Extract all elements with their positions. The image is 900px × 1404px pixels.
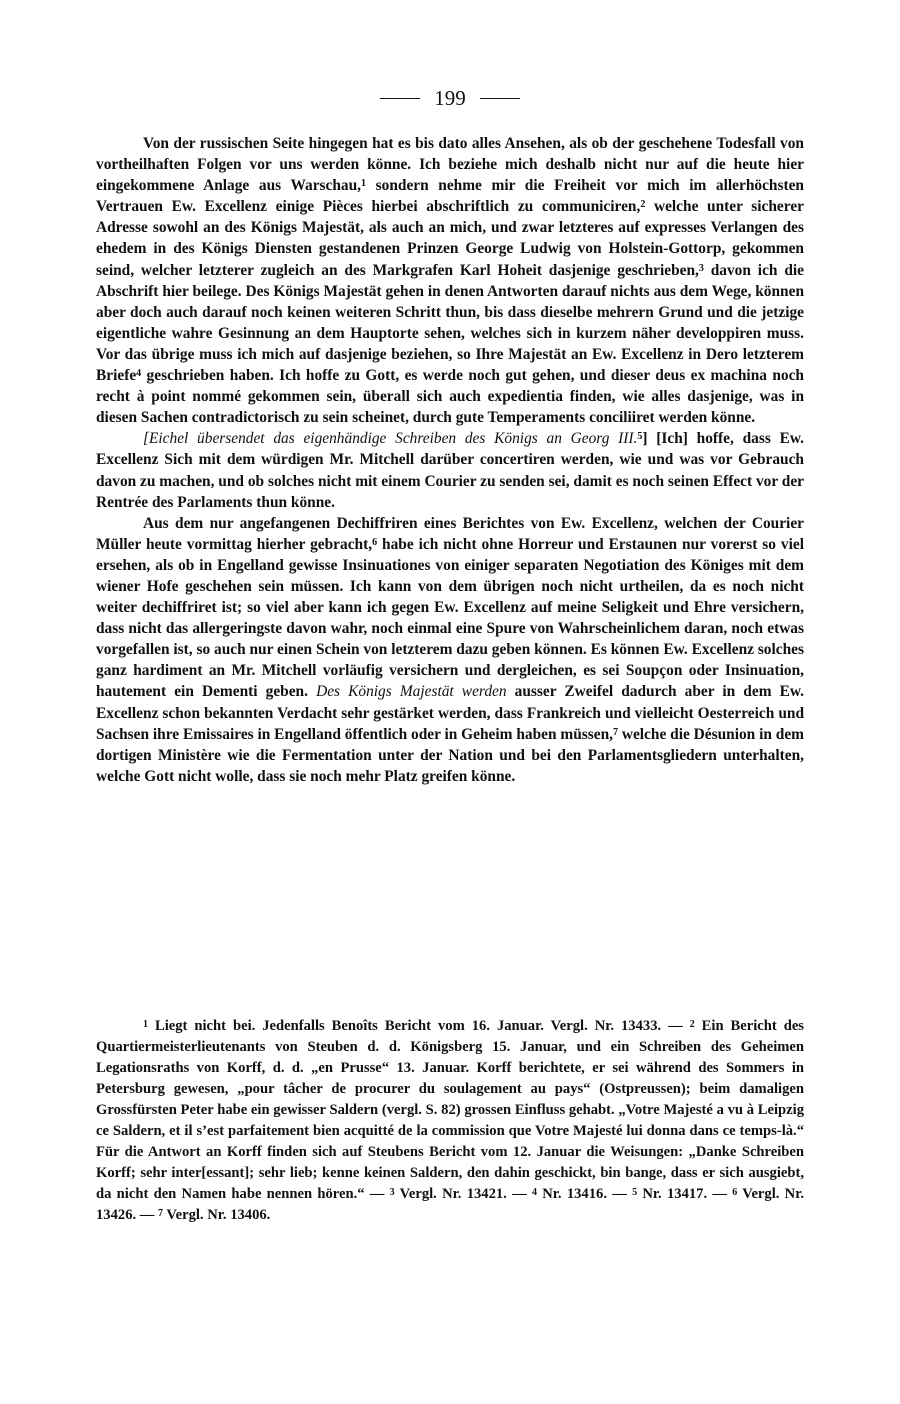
footnote-ref-4: 4 bbox=[136, 368, 142, 380]
footnote-ref-5: 5 bbox=[637, 431, 643, 443]
footnote-ref-1: 1 bbox=[361, 178, 367, 190]
footnote-text-4: Nr. 13416. — bbox=[536, 1186, 633, 1202]
footnote-text-2: Ein Bericht des Quartiermeisterlieutenants von Steuben d. d. Königsberg 15. Januar, und ein Schreiben des Geheimen Legationsraths von Korff, d. d. „en Prusse“ 13. Januar. Korff berichtete, er sei während des Sommers in Petersburg gewesen, „pour tâcher de procurer du soulagement au pays“ (Ostpreussen); beim damaligen Grossfürsten Peter habe ein gewisser Saldern (vergl. S. 82) grossen Einfluss gehabt. „Votre Majesté a vu à Leipzig ce Saldern, et il s’est parfaitement bien acquitté de la commission que Votre Majesté lui donna dans ce temps-là.“ Für die Antwort an Korff finden sich auf Steubens Bericht vom 12. Januar die Weisungen: „Danke Schreiben Korff; sehr inter[essant]; sehr lieb; kenne keinen Saldern, den dahin geschickt, bin bange, dass er sich ausgiebt, da nicht den Namen habe nennen hören.“ — bbox=[96, 1018, 804, 1202]
footnote-number-1: 1 bbox=[143, 1019, 148, 1030]
footnotes bbox=[96, 1016, 804, 1226]
footnote-ref-2: 2 bbox=[640, 199, 646, 211]
footnote-text-5: Nr. 13417. — bbox=[637, 1186, 733, 1202]
footnote-ref-6: 6 bbox=[372, 536, 378, 548]
footnote-number-4: 4 bbox=[531, 1187, 537, 1198]
footnote-number-5: 5 bbox=[632, 1187, 638, 1198]
paragraph-2: [Eichel übersendet das eigenhändige Schreiben des Königs an Georg III.$^5$] [Ich] hoffe, dass Ew. Excellenz Sich mit dem würdigen Mr. Mitchell darüber concertiren werden, wie und was vor Gebrauch davon zu machen, und ob solches nicht mit einem Courier zu senden sei, damit es noch seinen Effect vor der Rentrée des Parlaments thun könne. bbox=[96, 430, 804, 511]
letter-body bbox=[96, 133, 804, 787]
footnote-block bbox=[96, 1016, 804, 1226]
footnote-number-2: 2 bbox=[689, 1019, 695, 1030]
footnote-ref-7: 7 bbox=[612, 726, 618, 738]
page-number: 199 bbox=[434, 86, 466, 110]
header-rule-right bbox=[480, 98, 520, 99]
footnote-text-7: Vergl. Nr. 13406. bbox=[163, 1207, 271, 1223]
footnote-text-1: Liegt nicht bei. Jedenfalls Benoîts Bericht vom 16. Januar. Vergl. Nr. 13433. — bbox=[148, 1018, 690, 1034]
page-header bbox=[0, 86, 900, 111]
footnote-number-7: 7 bbox=[158, 1208, 164, 1219]
header-rule-left bbox=[380, 98, 420, 99]
footnote-ref-3: 3 bbox=[698, 262, 704, 274]
paragraph-3: Aus dem nur angefangenen Dechiffriren eines Berichtes von Ew. Excellenz, welchen der Courier Müller heute vormittag hierher gebracht,$^6$ habe ich nicht ohne Horreur und Erstaunen nur vorerst so viel ersehen, als ob in Engelland gewisse Insinuationes von einiger separaten Negotiation des Königes mit dem wiener Hofe geschehen sein müssen. Ich kann von dem übrigen noch nicht urtheilen, da es noch nicht weiter dechiffriret ist; so viel aber kann ich gegen Ew. Excellenz auf meine Seligkeit und Ehre versichern, dass nicht das allergeringste davon wahr, noch einmal eine Spure von Wahrscheinlichem daran, noch etwas vorgefallen ist, so auch nur einen Schein von letzterem dazu geben können. Es können Ew. Excellenz solches ganz hardiment an Mr. Mitchell vorläufig versichern und dergleichen, es sei Soupçon oder Insinuation, hautement ein Dementi geben. Des Königs Majestät werden ausser Zweifel dadurch aber in dem Ew. Excellenz schon bekannten Verdacht sehr gestärket werden, dass Frankreich und vielleicht Oesterreich und Sachsen ihre Emissaires in Engelland öffentlich oder in Geheim haben müssen,$^7$ welche die Désunion in dem dortigen Ministère wie die Fermentation unter der Nation und bei den Parlamentsgliedern unterhalten, welche Gott nicht wolle, dass sie noch mehr Platz greifen könne. bbox=[96, 514, 804, 785]
editorial-note: [Eichel übersendet das eigenhändige Schreiben des Königs an Georg III. bbox=[143, 430, 638, 448]
emphasis-text: Des Königs Majestät werden bbox=[316, 683, 507, 701]
footnote-number-3: 3 bbox=[389, 1187, 395, 1198]
footnote-text-6: Vergl. Nr. 13426. — bbox=[96, 1186, 805, 1223]
footnote-number-6: 6 bbox=[732, 1187, 738, 1198]
paragraph-1: Von der russischen Seite hingegen hat es bis dato alles Ansehen, als ob der geschehene Todesfall von vortheilhaften Folgen vor uns werden könne. Ich beziehe mich deshalb nicht nur auf die heute hier eingekommene Anlage aus Warschau,$^1$ sondern nehme mir die Freiheit vor mich im allerhöchsten Vertrauen Ew. Excellenz einige Pièces hierbei abschriftlich zu communiciren,$^2$ welche unter sicherer Adresse sowohl an des Königs Majestät, als auch an mich, und zwar letzteres auf expresses Verlangen des ehedem in des Königs Diensten gestandenen Prinzen George Ludwig von Holstein-Gottorp, gekommen seind, welcher letzterer zugleich an des Markgrafen Karl Hoheit dasjenige geschrieben,$^3$ davon ich die Abschrift hier beilege. Des Königs Majestät gehen in denen Antworten darauf nichts aus dem Wege, können aber doch auch darauf noch keinen weiteren Schritt thun, bis dass dieselbe mehrern Grund und die jetzige eigentliche wahre Gesinnung an dem Hauptorte sehen, welches sich in kurzem näher developpiren muss. Vor das übrige muss ich mich auf dasjenige beziehen, so Ihre Majestät an Ew. Excellenz in Dero letzterem Briefe$^4$ geschrieben haben. Ich hoffe zu Gott, es werde noch gut gehen, und dieser deus ex machina noch recht à point nommé gekommen sein, überall sich auch expedientia finden, wie alles dasjenige, was in diesen Sachen contradictorisch zu sein scheinet, durch gute Temperaments conciliiret werden könne. bbox=[96, 135, 804, 427]
footnote-text-3: Vergl. Nr. 13421. — bbox=[394, 1186, 532, 1202]
